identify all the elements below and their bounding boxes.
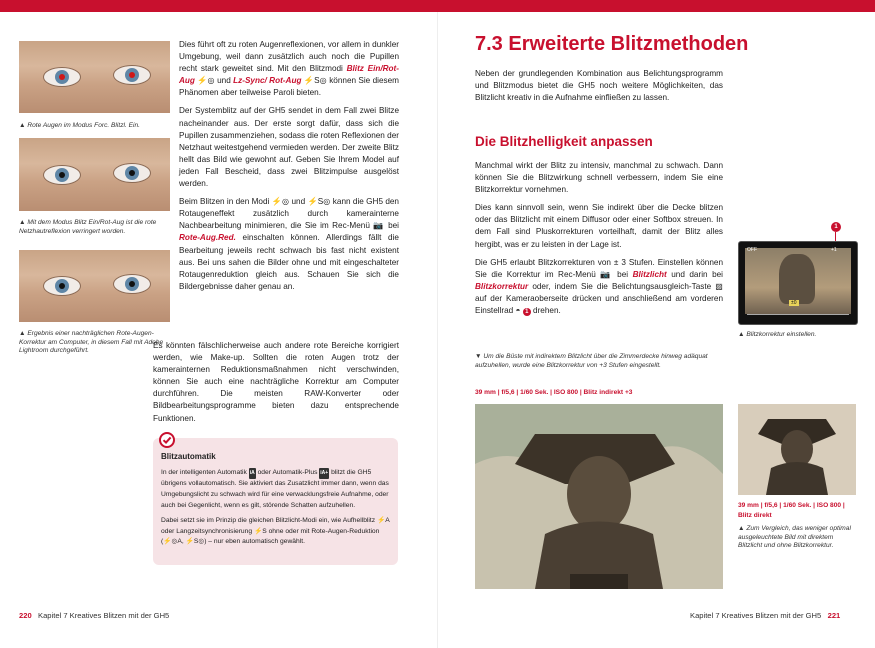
footer-right: [690, 611, 840, 620]
paragraph: Der Systemblitz auf der GH5 sendet in dem Fall zwei Blitze nacheinander aus. Der erste sorgt dafür, dass sich die Pupillen zusammenziehen, sodass die roten Reflexionen der Netzhaut weitestgehend vermieden werden. Der zweite Blitz hellt das Bild wie gewohnt auf. Geben Sie Ihrem Model auf jeden Fall Bescheid, dass zwei Blitzimpulse ausgelöst werden.: [179, 106, 399, 189]
photo-corrected-eyes: [19, 250, 170, 322]
bust-caption: ▼ Um die Büste mit indirektem Blitzlicht über die Zimmerdecke hinweg adäquat aufzuhellen, wurde eine Blitzkorrektur von +3 Stufen eingestellt.: [475, 353, 708, 369]
info-box-blitzautomatik: [153, 438, 398, 565]
right-body-text: [475, 160, 723, 323]
small-spec-2: Blitz direkt: [738, 512, 772, 519]
footer-left: [19, 611, 169, 620]
flash-plus-label: +1: [831, 247, 837, 253]
page-gutter: [437, 12, 438, 648]
iris: [55, 70, 69, 84]
left-body-text-bottom: [153, 340, 399, 431]
ia-plus-icon: iA+: [319, 468, 329, 479]
bust-illustration: [475, 404, 723, 589]
small-spec-1: 39 mm | f/5,6 | 1/60 Sek. | ISO 800 |: [738, 502, 845, 509]
paragraph: Beim Blitzen in den Modi ⚡◎ und ⚡S◎ kann die GH5 den Rotaugeneffekt zusätzlich durch kamerainterne Nachbearbeitung minimieren, die Sie im Rec-Menü 📷 bei Rote-Aug.Red. einschalten können. Allerdings fällt die Bearbeitung jeweils recht schwach bis fast nicht existent aus. Bei uns sahen die Bilder ohne und mit eingeschalteter Rotaugenreduktion gleich aus. Schauen Sie sich die Bildergebnisse daher genau an.: [179, 197, 399, 291]
bust-spec: 39 mm | f/5,6 | 1/60 Sek. | ISO 800 | Blitz indirekt +3: [475, 389, 633, 396]
camera-screen: [738, 241, 858, 325]
photo-bust-small: [738, 404, 856, 495]
page-number: 220: [19, 611, 32, 620]
box-text: In der intelligenten Automatik iA oder Automatik-Plus iA+ blitzt die GH5 übrigens vollautomatisch. Sie aktiviert das Zusatzlicht immer dann, wenn das Umgebungslicht zu schwach wird für eine verwacklungsfreie Aufnahme, oder auch bei Gegenlicht, wenn es gilt, störende Schatten aufzuhellen. Dabei setzt sie im Prinzip die gleichen Blitzlicht-Modi ein, wie Aufhellblitz ⚡A oder Langzeitsynchronisierung ⚡S ohne oder mit Rote-Augen-Reduktion (⚡◎A, ⚡S◎) – nur eben automatisch gewählt.: [161, 469, 390, 546]
photo-red-eyes: [19, 41, 170, 113]
flash-off-label: OFF: [747, 247, 757, 253]
paragraph: Dies führt oft zu roten Augenreflexionen, vor allem in dunkler Umgebung, weil dann zusätzlich auch noch die Pupillen recht stark geweitet sind. Mit den Blitzmodi Blitz Ein/Rot-Aug ⚡◎ und Lz-Sync/ Rot-Aug ⚡S◎ können Sie diesem Phänomen aber teilweise Paroli bieten.: [179, 40, 399, 98]
page-number: 221: [827, 611, 841, 620]
small-caption: ▲ Zum Vergleich, das weniger optimal ausgeleuchtete Bild mit direktem Blitzlicht und ohne Blitzkorrektur.: [738, 525, 851, 550]
camera-callout-badge: 1: [831, 222, 841, 232]
section-heading: 7.3 Erweiterte Blitzmethoden: [475, 33, 749, 55]
top-accent-bar: [0, 0, 875, 12]
paragraph: Dies kann sinnvoll sein, wenn Sie indirekt über die Decke blitzen oder das Blitzlicht mit einem Diffusor oder einer Softbox streuen. In dem Fall sind Pluskorrekturen vorteilhaft, damit der Blitz alles hergibt, was er zu leisten in der Lage ist.: [475, 203, 723, 249]
caption-red-eyes: ▲ Rote Augen im Modus Forc. Blitzl. Ein.: [19, 122, 140, 129]
paragraph: Manchmal wirkt der Blitz zu intensiv, manchmal zu schwach. Dann können Sie die Blitzwirkung schnell verbessern, indem Sie eine Blitzkorrektur vornehmen.: [475, 161, 723, 195]
callout-number: 1: [523, 308, 531, 316]
ia-icon: iA: [249, 468, 256, 479]
subheading: Die Blitzhelligkeit anpassen: [475, 134, 653, 149]
paragraph: Die GH5 erlaubt Blitzkorrekturen von ± 3 Stufen. Einstellen können Sie die Korrektur im Rec-Menü 📷 bei Blitzlicht und darin bei Blitzkorrektur oder, indem Sie die Belichtungsausgleich-Taste ▨ auf der Kameraoberseite drücken und anschließend am vorderen Einstellrad ◓ 1 drehen.: [475, 257, 723, 316]
flash-zero-label: ±0: [791, 300, 797, 306]
camera-caption: ▲ Blitzkorrektur einstellen.: [738, 331, 817, 338]
bust-illustration-small: [738, 404, 856, 495]
footer-chapter: Kapitel 7 Kreatives Blitzen mit der GH5: [690, 611, 822, 620]
left-body-text: [179, 39, 399, 299]
paragraph: Es könnten fälschlicherweise auch andere rote Bereiche korrigiert werden, wie Make-up. Sollten die roten Augen trotz der kamerainternen Reduktionsmaßnahmen nicht verschwinden, können Sie auch eine nachträgliche Korrektur am Computer durchführen. Die meisten RAW-Konverter oder Bildbearbeitungsprogramme bieten dazu entsprechende Funktionen.: [153, 341, 399, 423]
footer-chapter: Kapitel 7 Kreatives Blitzen mit der GH5: [38, 611, 170, 620]
caption-corrected-eyes: ▲ Ergebnis einer nachträglichen Rote-Augen-Korrektur am Computer, in diesem Fall mit Adobe Lightroom durchgeführt.: [19, 330, 164, 355]
box-title: Blitzautomatik: [161, 452, 216, 461]
intro-text: Neben der grundlegenden Kombination aus Belichtungsprogramm und Blitzmodus bietet die GH5 noch weitere Möglichkeiten, das Blitzlicht kreativ in die Aufnahme einfließen zu lassen.: [475, 69, 723, 103]
photo-reduced-eyes: [19, 138, 170, 211]
caption-reduced-eyes: ▲ Mit dem Modus Blitz Ein/Rot-Aug ist die rote Netzhautreflexion verringert worden.: [19, 219, 157, 235]
photo-bust-large: [475, 404, 723, 589]
checkmark-icon: [159, 432, 175, 448]
